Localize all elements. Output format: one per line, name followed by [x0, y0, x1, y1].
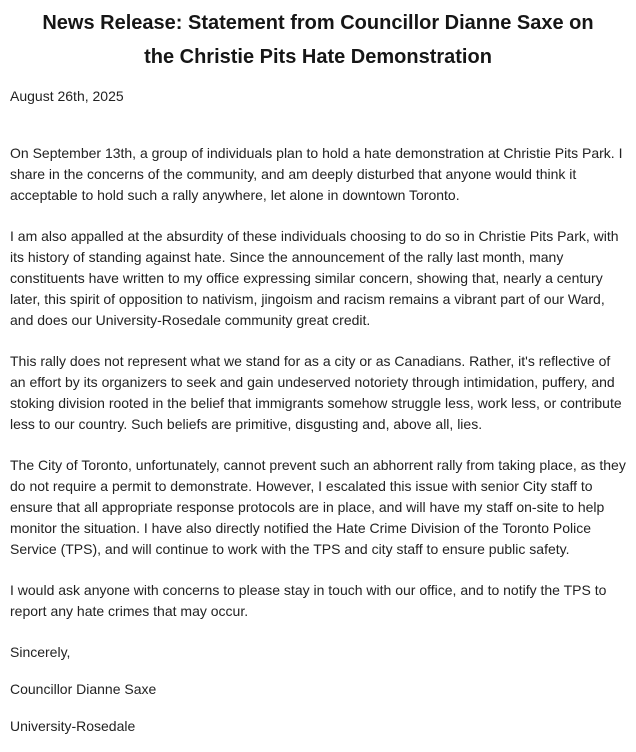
paragraph-3: This rally does not represent what we stand for as a city or as Canadians. Rather, it's reflective of an effort by its organizers to seek and gain undeserved notoriety through intimidation, puffery, and stoking division rooted in the belief that immigrants somehow struggle less, work less, or contribute less to our country. Such beliefs are primitive, disgusting and, above all, lies. — [10, 353, 622, 432]
closing-salutation: Sincerely, — [10, 644, 71, 660]
paragraph-1: On September 13th, a group of individuals plan to hold a hate demonstration at Christie Pits Park. I share in the concerns of the community, and am deeply disturbed that anyone would think it acceptable to hold such a rally anywhere, let alone in downtown Toronto. — [10, 145, 623, 203]
paragraph-5: I would ask anyone with concerns to please stay in touch with our office, and to notify the TPS to report any hate crimes that may occur. — [10, 582, 607, 619]
signature-name: Councillor Dianne Saxe — [10, 681, 157, 697]
signature-block — [10, 642, 626, 737]
release-date: August 26th, 2025 — [10, 88, 124, 104]
paragraph-2: I am also appalled at the absurdity of these individuals choosing to do so in Christie Pits Park, with its history of standing against hate. Since the announcement of the rally last month, many constituents have written to my office expressing similar concern, showing that, nearly a century later, this spirit of opposition to nativism, jingoism and racism remains a vibrant part of our Ward, and does our University-Rosedale community great credit. — [10, 228, 619, 328]
signature-ward: University-Rosedale — [10, 718, 136, 734]
page-title: News Release: Statement from Councillor Dianne Saxe on the Christie Pits Hate Demonstration — [42, 12, 594, 68]
paragraph-4: The City of Toronto, unfortunately, cannot prevent such an abhorrent rally from taking place, as they do not require a permit to demonstrate. However, I escalated this issue with senior City staff to ensure that all appropriate response protocols are in place, and will have my staff on-site to help monitor the situation. I have also directly notified the Hate Crime Division of the Toronto Police Service (TPS), and will continue to work with the TPS and city staff to ensure public safety. — [10, 457, 626, 557]
